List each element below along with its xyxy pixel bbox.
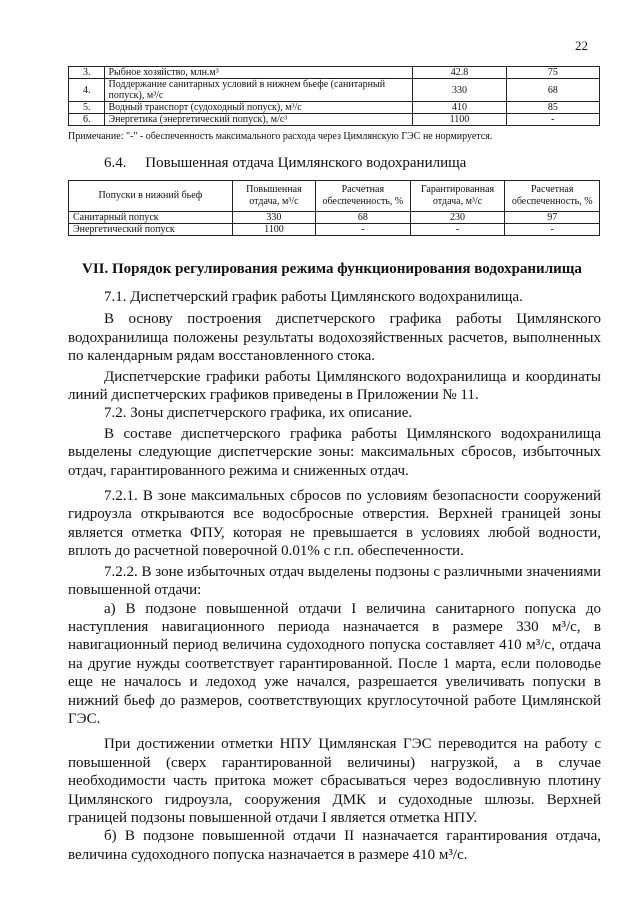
row-value: 85	[506, 102, 599, 114]
table-row	[69, 102, 600, 114]
section-number: 6.4.	[104, 155, 127, 171]
row-value: 1100	[413, 114, 506, 126]
row-value: 230	[410, 212, 505, 224]
row-number: 6.	[69, 114, 105, 126]
water-users-table	[68, 66, 600, 126]
row-value: 42.8	[413, 67, 506, 79]
row-name: Водный транспорт (судоходный попуск), м³/с	[105, 102, 413, 114]
paragraph: В основу построения диспетчерского графика работы Цимлянского водохранилища положены результаты водохозяйственных расчетов, выполненных по календарным рядам восстановленного стока.	[68, 311, 601, 365]
table-row	[69, 212, 600, 224]
row-name: Энергетический попуск	[69, 224, 233, 236]
increased-output-table	[68, 180, 600, 236]
paragraph: 7.1. Диспетчерский график работы Цимлянского водохранилища.	[104, 289, 523, 305]
table-note: Примечание: "-" - обеспеченность максимального расхода через Цимлянскую ГЭС не нормируется.	[68, 131, 493, 142]
paragraph: а) В подзоне повышенной отдачи I величина санитарного попуска до наступления навигационного периода назначается в размере 330 м³/с, в навигационный период величина судоходного попуска составляет 410 м³/с, отдача на другие нужды соответствует гарантированной. После 1 марта, если половодье еще не началось и ледоход уже начался, разрешается увеличивать попуски в нижний бьеф до размеров, соответствующих круглосуточной работе Цимлянской ГЭС.	[68, 600, 601, 727]
paragraph: В составе диспетчерского графика работы Цимлянского водохранилища выделены следующие диспетчерские зоны: максимальных сбросов, избыточных отдач, гарантированного режима и сниженных отдач.	[68, 425, 601, 479]
row-name: Энергетика (энергетический попуск), м/с³	[105, 114, 413, 126]
paragraph: 7.2. Зоны диспетчерского графика, их описание.	[104, 405, 413, 422]
row-name: Санитарный попуск	[69, 212, 233, 224]
page-number: 22	[575, 38, 588, 53]
row-value: 330	[232, 212, 315, 224]
paragraph: 7.2.2. В зоне избыточных отдач выделены подзоны с различными значениями повышенной отдачи:	[68, 563, 601, 599]
column-header: Расчетная обеспеченность, %	[316, 181, 411, 212]
row-value: 410	[413, 102, 506, 114]
table-row	[69, 114, 600, 126]
row-value: -	[410, 224, 505, 236]
column-header: Попуски в нижний бьеф	[69, 181, 233, 212]
column-header: Гарантированная отдача, м³/с	[410, 181, 505, 212]
row-value: 97	[505, 212, 600, 224]
row-value: 68	[316, 212, 411, 224]
row-value: 330	[413, 79, 506, 102]
paragraph: 7.2.1. В зоне максимальных сбросов по условиям безопасности сооружений гидроузла открываются все водосбросные отверстия. Верхней границей зоны является отметка ФПУ, которая не превышается в условиях любой водности, вплоть до расчетной поверочной 0.01% с г.п. обеспеченности.	[68, 488, 601, 560]
column-header: Расчетная обеспеченность, %	[505, 181, 600, 212]
section-6-4-title	[104, 155, 466, 172]
row-value: 68	[506, 79, 599, 102]
section-7-heading: VII. Порядок регулирования режима функционирования водохранилища	[82, 261, 582, 277]
row-value: -	[316, 224, 411, 236]
column-header: Повышенная отдача, м³/с	[232, 181, 315, 212]
row-value: 1100	[232, 224, 315, 236]
row-number: 5.	[69, 102, 105, 114]
row-name: Поддержание санитарных условий в нижнем бьефе (санитарный попуск), м³/с	[105, 79, 413, 102]
row-name: Рыбное хозяйство, млн.м³	[105, 67, 413, 79]
paragraph: б) В подзоне повышенной отдачи II назначается гарантирования отдача, величина судоходного попуска назначается в размере 410 м³/с.	[68, 828, 601, 863]
paragraph: При достижении отметки НПУ Цимлянская ГЭС переводится на работу с повышенной (сверх гарантированной величины) нагрузкой, а в случае необходимости часть притока может сбрасываться через водосливную плотину Цимлянского гидроузла, сооружения ДМК и судоходные шлюзы. Верхней границей подзоны повышенной отдачи I является отметка НПУ.	[68, 736, 601, 826]
paragraph: Диспетчерские графики работы Цимлянского водохранилища и координаты линий диспетчерских графиков приведены в Приложении № 11.	[68, 368, 601, 404]
row-number: 4.	[69, 79, 105, 102]
table-row	[69, 79, 600, 102]
table-row	[69, 224, 600, 236]
row-value: 75	[506, 67, 599, 79]
table-header-row	[69, 181, 600, 212]
row-value: -	[506, 114, 599, 126]
section-title: Повышенная отдача Цимлянского водохранилища	[145, 155, 467, 171]
table-row	[69, 67, 600, 79]
row-number: 3.	[69, 67, 105, 79]
section-7-body	[68, 288, 601, 864]
row-value: -	[505, 224, 600, 236]
